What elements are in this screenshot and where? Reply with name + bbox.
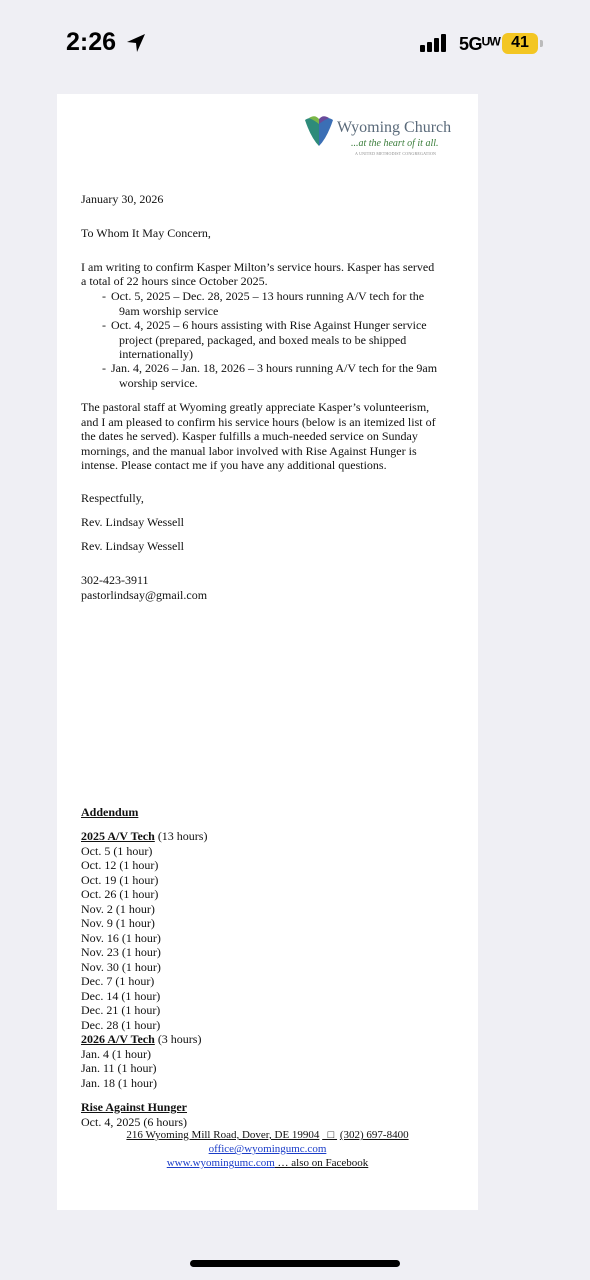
list-item: Oct. 12 (1 hour)	[81, 858, 159, 872]
bullet-item	[102, 318, 427, 362]
footer-address-line	[57, 1128, 478, 1142]
bullet-dot: -	[102, 289, 106, 303]
list-item: Nov. 16 (1 hour)	[81, 930, 161, 945]
bullet-line: Oct. 4, 2025 – 6 hours assisting with Rise Against Hunger service	[111, 318, 427, 332]
para2-line: the dates he served). Kasper fulfills a much-needed service on Sunday	[81, 429, 418, 443]
list-item: Jan. 18 (1 hour)	[81, 1075, 157, 1090]
para2	[81, 400, 436, 473]
list-item: Oct. 26 (1 hour)	[81, 887, 159, 901]
bullet-item	[102, 361, 438, 390]
para2-line: intense. Please contact me if you have any additional questions.	[81, 458, 387, 472]
footer-address: 216 Wyoming Mill Road, Dover, DE 19904	[126, 1129, 320, 1141]
signature-1: Rev. Lindsay Wessell	[81, 515, 185, 529]
church-logo-icon	[303, 116, 335, 150]
bullet-line: 9am worship service	[119, 303, 219, 318]
footer-facebook: … also on Facebook	[274, 1157, 369, 1169]
addendum-title: Addendum	[81, 805, 139, 819]
list-item: Nov. 9 (1 hour)	[81, 916, 155, 930]
para2-line: The pastoral staff at Wyoming greatly appreciate Kasper’s volunteerism,	[81, 400, 430, 414]
status-time: 2:26	[66, 28, 117, 56]
section-title: Rise Against Hunger	[81, 1100, 188, 1114]
battery-icon	[502, 33, 540, 54]
section-hours: (13 hours)	[154, 829, 208, 843]
logo-subtitle: A UNITED METHODIST CONGREGATION	[355, 151, 437, 156]
bullet-line: internationally)	[119, 347, 193, 361]
section-header	[81, 1032, 207, 1047]
section-header	[81, 829, 207, 844]
list-item: Dec. 21 (1 hour)	[81, 1003, 161, 1017]
bullet-line: worship service.	[119, 375, 198, 390]
footer-email-link[interactable]: office@wyomingumc.com	[208, 1143, 327, 1155]
signal-bars-icon	[420, 34, 450, 52]
footer-website-link[interactable]: www.wyomingumc.com	[166, 1157, 275, 1169]
list-item: Jan. 11 (1 hour)	[81, 1061, 157, 1075]
section-title: 2026 A/V Tech	[81, 1032, 155, 1046]
list-item: Nov. 2 (1 hour)	[81, 901, 155, 916]
section-hours: (3 hours)	[154, 1032, 202, 1046]
para2-line: mornings, and the manual labor involved with Rise Against Hunger is	[81, 443, 417, 458]
bullet-dot: -	[102, 318, 106, 332]
para1-line2: a total of 22 hours since October 2025.	[81, 274, 268, 288]
section-title: 2025 A/V Tech	[81, 829, 155, 843]
list-item: Nov. 23 (1 hour)	[81, 945, 161, 959]
signature-2: Rev. Lindsay Wessell	[81, 539, 185, 553]
status-bar	[0, 0, 590, 90]
contact-email: pastorlindsay@gmail.com	[81, 588, 208, 602]
para1-line1: I am writing to confirm Kasper Milton’s service hours. Kasper has served	[81, 260, 435, 274]
footer-email-line	[57, 1142, 478, 1156]
footer-phone: (302) 697-8400	[339, 1129, 409, 1141]
battery-level: 41	[511, 34, 529, 51]
list-item: Dec. 28 (1 hour)	[81, 1017, 161, 1032]
bullet-line: project (prepared, packaged, and boxed meals to be shipped	[119, 332, 407, 347]
addendum-section-2025	[81, 829, 207, 1090]
contact-phone: 302-423-3911	[81, 573, 149, 587]
bullet-dot: -	[102, 361, 106, 375]
list-item: Oct. 19 (1 hour)	[81, 872, 159, 887]
para2-line: and I am pleased to confirm his service hours (below is an itemized list of	[81, 414, 436, 429]
home-indicator[interactable]	[190, 1260, 400, 1267]
bullet-item	[102, 289, 425, 318]
network-label: 5Gᵁᵂ	[459, 34, 501, 54]
bullet-line: Oct. 5, 2025 – Dec. 28, 2025 – 13 hours running A/V tech for the	[111, 289, 425, 303]
footer-phone-icon: □	[322, 1129, 338, 1141]
footer-web-line	[57, 1156, 478, 1170]
logo-tagline: ...at the heart of it all.	[351, 138, 439, 149]
document-page	[57, 94, 478, 1210]
list-item: Nov. 30 (1 hour)	[81, 959, 161, 974]
logo-name: Wyoming Church	[337, 119, 452, 136]
list-item: Jan. 4 (1 hour)	[81, 1046, 151, 1061]
list-item: Oct. 4, 2025 (6 hours)	[81, 1114, 187, 1129]
list-item: Oct. 5 (1 hour)	[81, 843, 153, 858]
church-logo	[303, 116, 463, 162]
list-item: Dec. 7 (1 hour)	[81, 974, 155, 988]
addendum-section-rah	[81, 1100, 187, 1129]
bullet-line: Jan. 4, 2026 – Jan. 18, 2026 – 3 hours running A/V tech for the 9am	[111, 361, 438, 375]
letter-date: January 30, 2026	[81, 192, 164, 206]
letter-salutation: To Whom It May Concern,	[81, 226, 211, 240]
list-item: Dec. 14 (1 hour)	[81, 988, 161, 1003]
location-arrow-icon	[126, 33, 146, 53]
letter-closing: Respectfully,	[81, 491, 144, 505]
